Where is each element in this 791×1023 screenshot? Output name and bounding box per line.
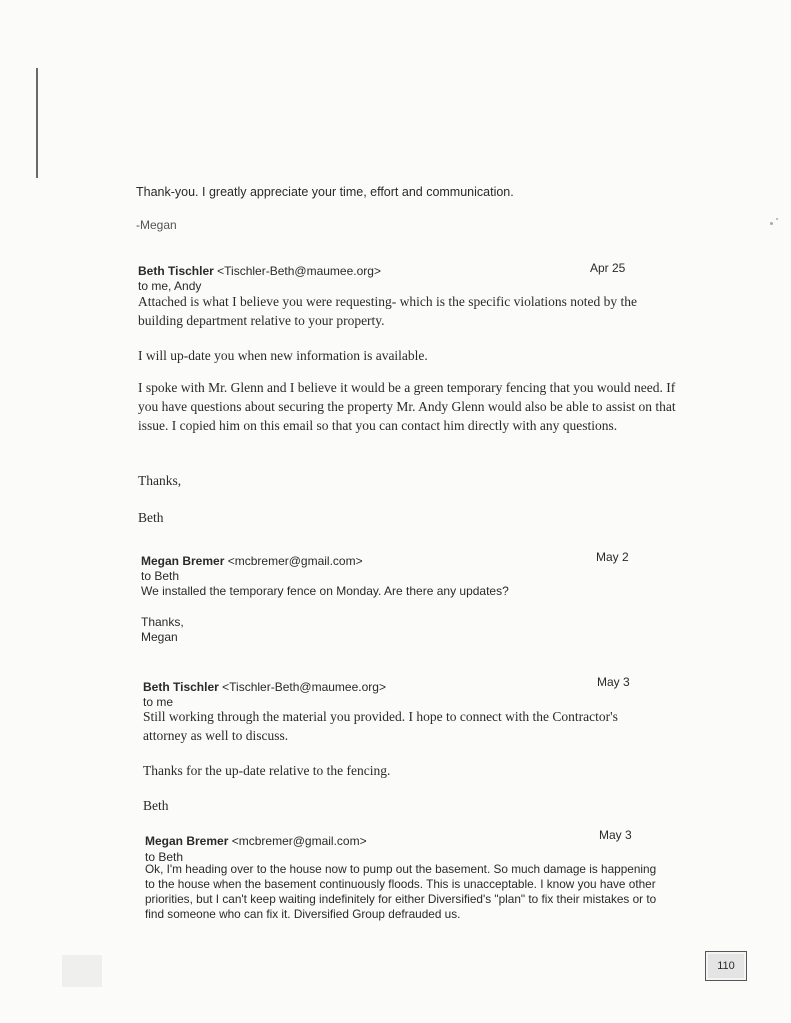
email-header: [138, 264, 381, 279]
intro-signoff: -Megan: [136, 218, 177, 232]
sender-name: Beth Tischler: [143, 680, 219, 694]
sender-name: Megan Bremer: [145, 834, 229, 848]
email-header: [141, 554, 363, 569]
sender-email: <mcbremer@gmail.com>: [227, 554, 363, 568]
email-header: [145, 834, 367, 849]
sender-email: <Tischler-Beth@maumee.org>: [222, 680, 386, 694]
scan-speck: [770, 222, 773, 225]
email-closing: Thanks,: [141, 615, 184, 629]
email-paragraph: I will up-date you when new information is available.: [138, 348, 428, 363]
email-paragraph: Thanks for the up-date relative to the fencing.: [143, 763, 391, 778]
page-number: 110: [717, 960, 735, 972]
page-number-box: [705, 951, 747, 981]
email-signature: Megan: [141, 630, 178, 644]
email-closing: Thanks,: [138, 473, 182, 488]
scan-smudge: [62, 955, 102, 987]
email-paragraph: We installed the temporary fence on Monday. Are there any updates?: [141, 584, 509, 598]
email-date: May 2: [596, 550, 629, 564]
intro-thanks-line: Thank-you. I greatly appreciate your time, effort and communication.: [136, 185, 514, 199]
email-paragraph: Attached is what I believe you were requesting- which is the specific violations noted by the building department relative to your property.: [138, 294, 637, 328]
email-recipients: to me: [143, 695, 174, 709]
sender-email: <Tischler-Beth@maumee.org>: [217, 264, 381, 278]
email-date: May 3: [599, 828, 632, 842]
email-paragraph: Still working through the material you provided. I hope to connect with the Contractor's attorney as well to discuss.: [143, 709, 618, 743]
email-recipients: to me, Andy: [138, 279, 202, 293]
sender-name: Megan Bremer: [141, 554, 225, 568]
scan-speck: [776, 218, 778, 220]
email-recipients: to Beth: [141, 569, 180, 583]
email-signature: Beth: [138, 510, 164, 525]
email-date: May 3: [597, 675, 630, 689]
email-date: Apr 25: [590, 261, 626, 275]
email-signature: Beth: [143, 798, 169, 813]
sender-email: <mcbremer@gmail.com>: [231, 834, 367, 848]
email-header: [143, 680, 386, 695]
scan-margin-line: [36, 68, 38, 178]
sender-name: Beth Tischler: [138, 264, 214, 278]
email-paragraph: Ok, I'm heading over to the house now to pump out the basement. So much damage is happening to the house when the basement continuously floods. This is unacceptable. I know you have other priorities, but I can't keep waiting indefinitely for either Diversified's "plan" to fix their mistakes or to find someone who can fix it. Diversified Group defrauded us.: [145, 862, 657, 921]
email-paragraph: I spoke with Mr. Glenn and I believe it would be a green temporary fencing that you would need. If you have questions about securing the property Mr. Andy Glenn would also be able to assist on that issue. I copied him on this email so that you can contact him directly with any questions.: [138, 380, 676, 433]
email-recipients: to Beth: [145, 850, 184, 864]
